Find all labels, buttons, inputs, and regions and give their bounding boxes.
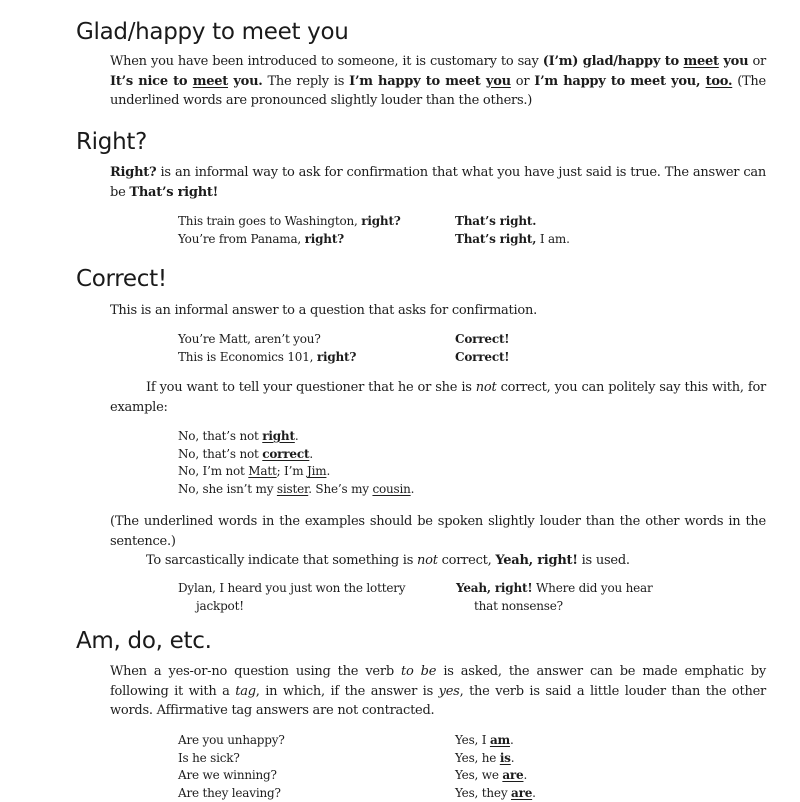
example-question: This train goes to Washington, right? bbox=[178, 214, 401, 228]
am-example-answers bbox=[455, 732, 536, 802]
paragraph-underline-note: (The underlined words in the examples should be spoken slightly louder than the other words in the sentence.) bbox=[110, 514, 766, 549]
example-answer: Correct! bbox=[455, 332, 510, 346]
correct-example-questions bbox=[178, 331, 356, 366]
example-answer: Yes, they are. bbox=[455, 785, 536, 800]
example-sentence: No, that’s not right. bbox=[178, 429, 299, 443]
example-question: Is he sick? bbox=[178, 750, 240, 765]
right-example-questions bbox=[178, 213, 401, 248]
example-question: You’re from Panama, right? bbox=[178, 231, 345, 246]
paragraph-am-do: When a yes-or-no question using the verb to be is asked, the answer can be made emphatic by following it with a tag, in which, if the answer is yes, the verb is said a little louder than the other words. Affirmative tag answers are not contracted. bbox=[110, 664, 766, 718]
example-sentence: No, that’s not correct. bbox=[178, 446, 313, 461]
heading-glad-happy: Glad/happy to meet you bbox=[76, 19, 349, 45]
example-answer: Yes, I am. bbox=[455, 733, 514, 747]
correct-example-answers bbox=[455, 331, 509, 366]
example-question: Are they leaving? bbox=[178, 785, 281, 800]
example-question: This is Economics 101, right? bbox=[178, 349, 357, 364]
example-question: Are we winning? bbox=[178, 768, 277, 783]
paragraph-not-correct: If you want to tell your questioner that he or she is not correct, you can politely say this with, for example: bbox=[110, 380, 766, 415]
example-sentence: No, I’m not Matt; I’m Jim. bbox=[178, 464, 331, 479]
paragraph-correct: This is an informal answer to a question that asks for confirmation. bbox=[110, 303, 538, 318]
example-answer: Yes, he is. bbox=[455, 750, 515, 765]
right-example-answers bbox=[455, 213, 570, 248]
example-answer: That’s right. bbox=[455, 214, 537, 228]
sarcasm-example-question: Dylan, I heard you just won the lottery jackpot! bbox=[178, 581, 406, 613]
example-answer: Yes, we are. bbox=[455, 768, 528, 783]
heading-correct: Correct! bbox=[76, 266, 167, 292]
sarcasm-example-answer: Yeah, right! Where did you hear that nonsense? bbox=[456, 581, 653, 613]
paragraph-sarcasm: To sarcastically indicate that something is not correct, Yeah, right! is used. bbox=[146, 553, 630, 568]
example-answer: That’s right, I am. bbox=[455, 231, 570, 246]
paragraph-glad-happy: When you have been introduced to someone, it is customary to say (I’m) glad/happy to meet you or It’s nice to meet you. The reply is I’m happy to meet you or I’m happy to meet you, too. (The underlined words are pronounced slightly louder than the others.) bbox=[110, 54, 766, 108]
example-sentence: No, she isn’t my sister. She’s my cousin. bbox=[178, 481, 415, 496]
example-question: Are you unhappy? bbox=[178, 733, 285, 747]
example-question: You’re Matt, aren’t you? bbox=[178, 332, 321, 346]
paragraph-right: Right? is an informal way to ask for confirmation that what you have just said is true. The answer can be That’s right! bbox=[110, 165, 766, 200]
heading-right: Right? bbox=[76, 129, 147, 155]
not-correct-examples bbox=[178, 428, 414, 498]
heading-am-do: Am, do, etc. bbox=[76, 628, 212, 654]
am-example-questions bbox=[178, 732, 285, 802]
example-answer: Correct! bbox=[455, 349, 510, 364]
